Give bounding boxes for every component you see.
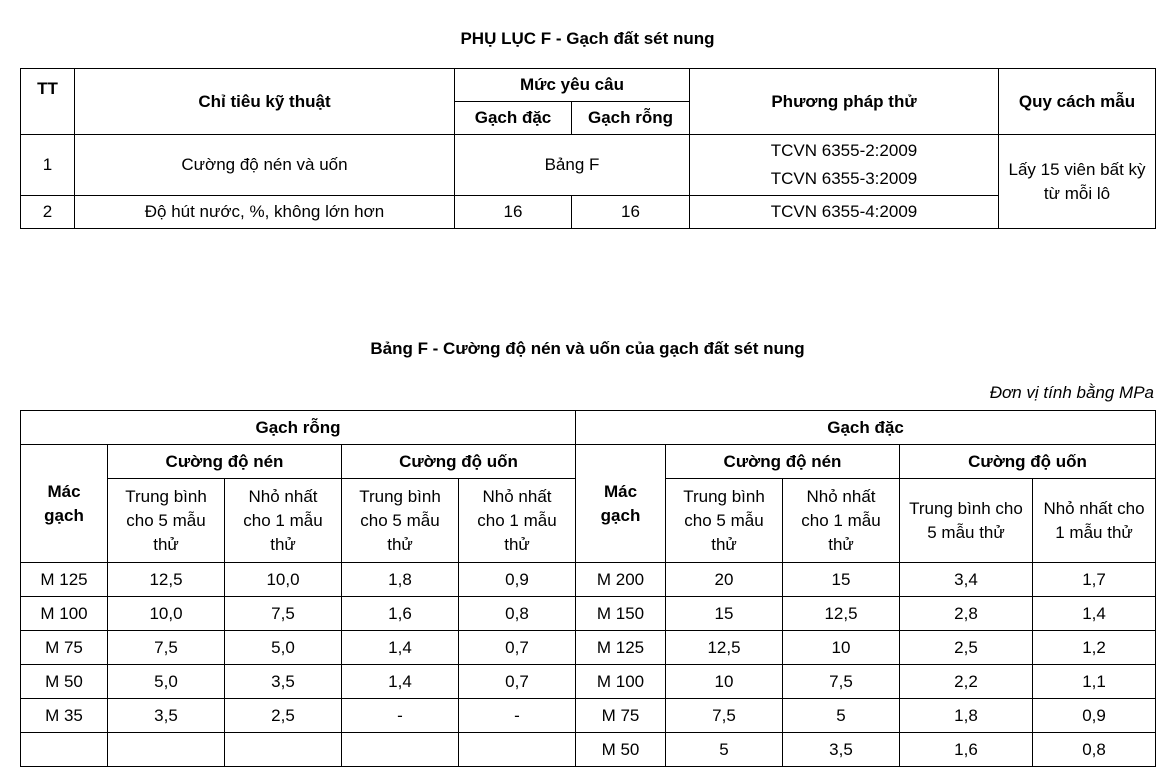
cell-s-grade: M 200 bbox=[576, 563, 666, 597]
cell-h-c-min: 2,5 bbox=[225, 699, 342, 733]
header-solid: Gạch đặc bbox=[455, 102, 572, 135]
solid-compressive-avg-header bbox=[666, 479, 783, 563]
cell-h-c-min: 5,0 bbox=[225, 631, 342, 665]
table-row bbox=[21, 699, 1156, 733]
cell-h-f-avg bbox=[342, 733, 459, 767]
cell-s-f-avg: 1,6 bbox=[900, 733, 1033, 767]
hdr-text: cho 1 mẫu bbox=[477, 510, 557, 530]
row2-hollow: 16 bbox=[572, 196, 690, 229]
header-sample: Quy cách mẫu bbox=[999, 69, 1156, 135]
cell-s-f-min: 1,4 bbox=[1033, 597, 1156, 631]
cell-h-f-min: 0,8 bbox=[459, 597, 576, 631]
cell-s-c-min: 15 bbox=[783, 563, 900, 597]
cell-h-c-min: 7,5 bbox=[225, 597, 342, 631]
cell-s-f-min: 0,8 bbox=[1033, 733, 1156, 767]
cell-s-f-avg: 2,2 bbox=[900, 665, 1033, 699]
cell-h-c-min: 3,5 bbox=[225, 665, 342, 699]
cell-s-c-avg: 15 bbox=[666, 597, 783, 631]
cell-h-c-avg: 10,0 bbox=[108, 597, 225, 631]
hdr-text: Trung bình bbox=[359, 486, 441, 506]
hollow-flexural-header: Cường độ uốn bbox=[342, 445, 576, 479]
cell-s-grade: M 50 bbox=[576, 733, 666, 767]
hdr-text: thử bbox=[711, 534, 737, 554]
hdr-text: cho 1 mẫu bbox=[801, 510, 881, 530]
sample-line2: từ mỗi lô bbox=[1043, 183, 1111, 203]
hdr-text: cho 5 mẫu bbox=[684, 510, 764, 530]
hdr-text: Nhỏ nhất bbox=[248, 486, 318, 506]
hdr-text: thử bbox=[387, 534, 413, 554]
table-row bbox=[21, 563, 1156, 597]
solid-compressive-min-header bbox=[783, 479, 900, 563]
cell-h-grade: M 100 bbox=[21, 597, 108, 631]
solid-grade-header bbox=[576, 445, 666, 563]
hollow-compressive-header: Cường độ nén bbox=[108, 445, 342, 479]
hdr-text: Nhỏ nhất bbox=[806, 486, 876, 506]
row2-tt: 2 bbox=[21, 196, 75, 229]
cell-s-grade: M 75 bbox=[576, 699, 666, 733]
cell-s-f-min: 1,7 bbox=[1033, 563, 1156, 597]
row1-tt: 1 bbox=[21, 135, 75, 196]
hdr-text: Nhỏ nhất cho bbox=[1043, 498, 1145, 518]
cell-s-c-avg: 12,5 bbox=[666, 631, 783, 665]
cell-s-f-avg: 2,8 bbox=[900, 597, 1033, 631]
hdr-text: Trung bình cho bbox=[909, 498, 1023, 518]
hollow-grade-line2: gạch bbox=[44, 505, 84, 525]
hdr-text: cho 5 mẫu bbox=[360, 510, 440, 530]
hollow-flexural-min-header bbox=[459, 479, 576, 563]
hdr-text: thử bbox=[270, 534, 296, 554]
strength-rows bbox=[21, 563, 1156, 767]
cell-h-f-min bbox=[459, 733, 576, 767]
cell-s-grade: M 150 bbox=[576, 597, 666, 631]
cell-s-c-avg: 7,5 bbox=[666, 699, 783, 733]
cell-h-grade: M 35 bbox=[21, 699, 108, 733]
cell-h-c-avg bbox=[108, 733, 225, 767]
solid-brick-header: Gạch đặc bbox=[576, 411, 1156, 445]
cell-h-grade: M 125 bbox=[21, 563, 108, 597]
hdr-text: 5 mẫu thử bbox=[927, 522, 1005, 542]
header-method: Phương pháp thử bbox=[690, 69, 999, 135]
hollow-grade-header bbox=[21, 445, 108, 563]
cell-h-c-avg: 3,5 bbox=[108, 699, 225, 733]
hollow-brick-header: Gạch rỗng bbox=[21, 411, 576, 445]
sample-cell bbox=[999, 135, 1156, 229]
hdr-text: Trung bình bbox=[125, 486, 207, 506]
hdr-text: cho 1 mẫu bbox=[243, 510, 323, 530]
cell-s-f-min: 0,9 bbox=[1033, 699, 1156, 733]
solid-compressive-header: Cường độ nén bbox=[666, 445, 900, 479]
cell-s-f-min: 1,2 bbox=[1033, 631, 1156, 665]
solid-flexural-header: Cường độ uốn bbox=[900, 445, 1156, 479]
cell-s-f-min: 1,1 bbox=[1033, 665, 1156, 699]
hdr-text: thử bbox=[153, 534, 179, 554]
cell-h-f-avg: - bbox=[342, 699, 459, 733]
cell-h-f-avg: 1,6 bbox=[342, 597, 459, 631]
row2-criteria: Độ hút nước, %, không lớn hơn bbox=[75, 196, 455, 229]
header-requirement: Mức yêu câu bbox=[455, 69, 690, 102]
header-criteria: Chỉ tiêu kỹ thuật bbox=[75, 69, 455, 135]
cell-h-grade: M 50 bbox=[21, 665, 108, 699]
cell-s-c-avg: 20 bbox=[666, 563, 783, 597]
row1-value: Bảng F bbox=[455, 135, 690, 196]
cell-h-f-min: 0,7 bbox=[459, 631, 576, 665]
cell-s-c-min: 7,5 bbox=[783, 665, 900, 699]
hdr-text: 1 mẫu thử bbox=[1055, 522, 1133, 542]
cell-s-f-avg: 2,5 bbox=[900, 631, 1033, 665]
solid-flexural-avg-header bbox=[900, 479, 1033, 563]
appendix-title: PHỤ LỤC F - Gạch đất sét nung bbox=[460, 29, 715, 48]
cell-h-c-avg: 12,5 bbox=[108, 563, 225, 597]
cell-s-c-min: 12,5 bbox=[783, 597, 900, 631]
cell-h-grade bbox=[21, 733, 108, 767]
cell-h-f-avg: 1,8 bbox=[342, 563, 459, 597]
row1-method bbox=[690, 135, 999, 196]
solid-grade-line2: gạch bbox=[600, 505, 641, 525]
cell-s-c-min: 3,5 bbox=[783, 733, 900, 767]
row1-criteria: Cường độ nén và uốn bbox=[75, 135, 455, 196]
cell-h-c-min: 10,0 bbox=[225, 563, 342, 597]
hdr-text: Nhỏ nhất bbox=[482, 486, 552, 506]
sample-line1: Lấy 15 viên bất kỳ bbox=[1008, 159, 1146, 179]
hollow-compressive-avg-header bbox=[108, 479, 225, 563]
cell-h-f-min: 0,9 bbox=[459, 563, 576, 597]
cell-h-f-min: - bbox=[459, 699, 576, 733]
hdr-text: thử bbox=[828, 534, 854, 554]
cell-s-f-avg: 3,4 bbox=[900, 563, 1033, 597]
table-row bbox=[21, 665, 1156, 699]
cell-h-grade: M 75 bbox=[21, 631, 108, 665]
hdr-text: cho 5 mẫu bbox=[126, 510, 206, 530]
row2-method: TCVN 6355-4:2009 bbox=[690, 196, 999, 229]
cell-s-c-avg: 5 bbox=[666, 733, 783, 767]
appendix-table bbox=[20, 68, 1156, 229]
row1-method-line2: TCVN 6355-3:2009 bbox=[770, 169, 918, 188]
cell-h-c-avg: 5,0 bbox=[108, 665, 225, 699]
header-hollow: Gạch rỗng bbox=[572, 102, 690, 135]
row2-solid: 16 bbox=[455, 196, 572, 229]
hollow-compressive-min-header bbox=[225, 479, 342, 563]
hollow-flexural-avg-header bbox=[342, 479, 459, 563]
hdr-text: Trung bình bbox=[683, 486, 765, 506]
cell-h-c-avg: 7,5 bbox=[108, 631, 225, 665]
cell-h-c-min bbox=[225, 733, 342, 767]
cell-h-f-avg: 1,4 bbox=[342, 665, 459, 699]
solid-grade-line1: Mác bbox=[603, 481, 638, 501]
cell-h-f-avg: 1,4 bbox=[342, 631, 459, 665]
cell-s-c-avg: 10 bbox=[666, 665, 783, 699]
cell-s-f-avg: 1,8 bbox=[900, 699, 1033, 733]
cell-s-grade: M 125 bbox=[576, 631, 666, 665]
strength-table bbox=[20, 410, 1156, 767]
unit-note: Đơn vị tính bằng MPa bbox=[989, 383, 1154, 402]
hollow-grade-line1: Mác bbox=[47, 481, 81, 501]
table-row bbox=[21, 597, 1156, 631]
solid-flexural-min-header bbox=[1033, 479, 1156, 563]
table-f-title: Bảng F - Cường độ nén và uốn của gạch đất sét nung bbox=[370, 339, 805, 358]
cell-s-grade: M 100 bbox=[576, 665, 666, 699]
hdr-text: thử bbox=[504, 534, 530, 554]
header-tt: TT bbox=[21, 69, 75, 135]
cell-s-c-min: 5 bbox=[783, 699, 900, 733]
table-row bbox=[21, 733, 1156, 767]
cell-h-f-min: 0,7 bbox=[459, 665, 576, 699]
table-row bbox=[21, 631, 1156, 665]
cell-s-c-min: 10 bbox=[783, 631, 900, 665]
row1-method-line1: TCVN 6355-2:2009 bbox=[770, 141, 918, 160]
